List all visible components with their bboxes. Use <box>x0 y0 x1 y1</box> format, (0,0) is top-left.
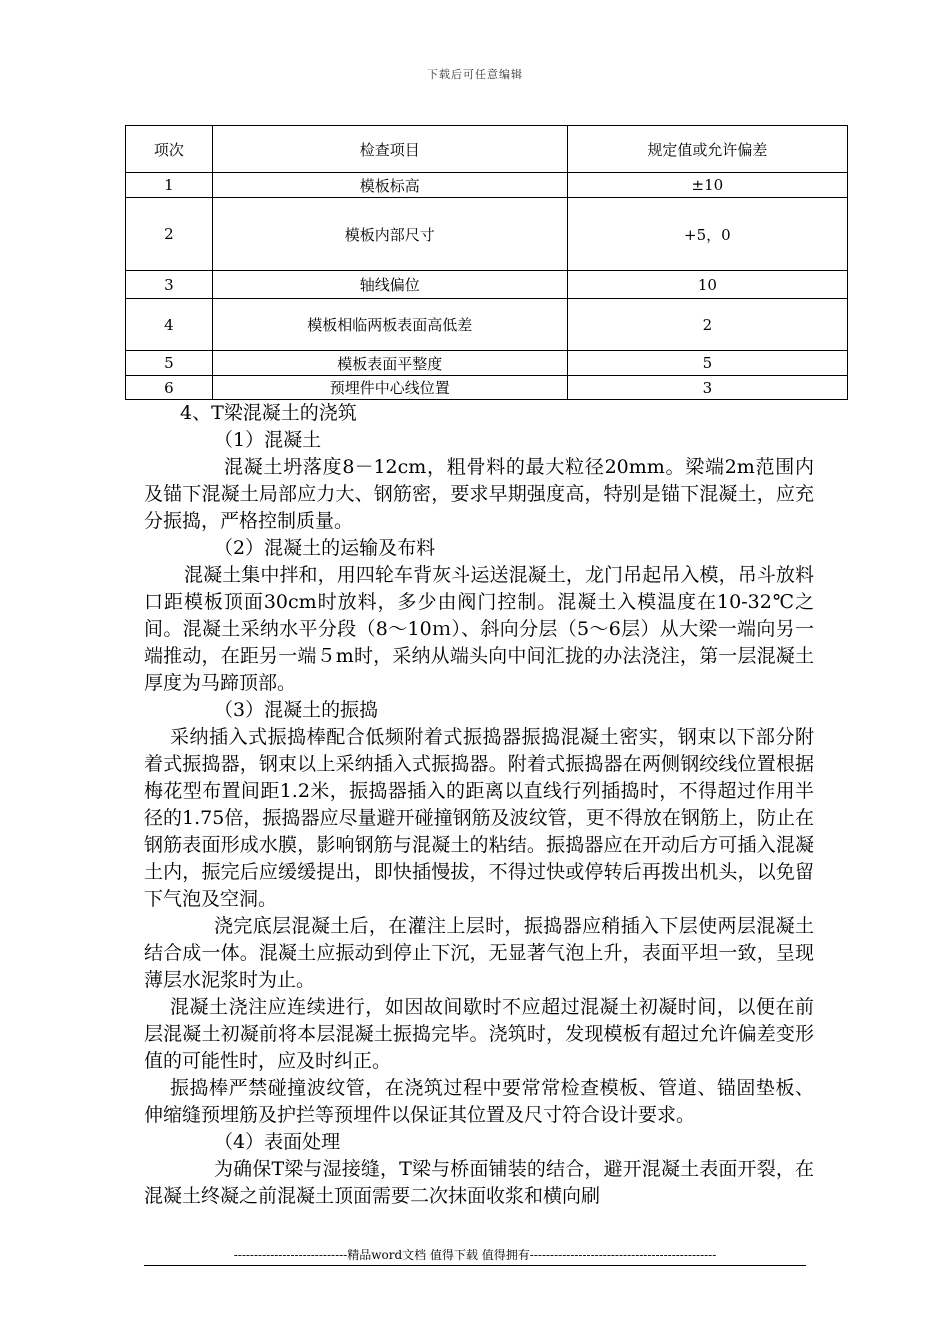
cell-item: 模板相临两板表面高低差 <box>212 299 567 351</box>
cell-item: 模板标高 <box>212 173 567 198</box>
subsection-title-transport: （2）混凝土的运输及布料 <box>214 537 436 559</box>
paragraph-vibration-4: 振捣棒严禁碰撞波纹管，在浇筑过程中要常常检查模板、管道、锚固垫板、伸缩缝预埋筋及护拦等预埋件以保证其位置及尺寸符合设计要求。 <box>144 1077 814 1126</box>
table-row <box>126 351 848 376</box>
paragraph-transport: 混凝土集中拌和，用四轮车背灰斗运送混凝土，龙门吊起吊入模，吊斗放料口距模板顶面30cm时放料，多少由阀门控制。混凝土入模温度在10-32℃之间。混凝土采纳水平分段（8～10ｍ）、斜向分层（5～6层）从大梁一端向另一端推动，在距另一端５m时，采纳从端头向中间汇拢的办法浇注，第一层混凝土厚度为马蹄顶部。 <box>144 564 814 694</box>
col-header-tolerance: 规定值或允许偏差 <box>567 126 847 173</box>
cell-index: 1 <box>126 173 213 198</box>
cell-tolerance: +5，0 <box>567 198 847 271</box>
footer-divider <box>144 1265 806 1266</box>
paragraph-vibration-1: 采纳插入式振捣棒配合低频附着式振捣器振捣混凝土密实，钢束以下部分附着式振捣器，钢束以上采纳插入式振捣器。附着式振捣器在两侧钢绞线位置根据梅花型布置间距1.2米，振捣器插入的距离以直线行列插捣时，不得超过作用半径的1.75倍，振捣器应尽量避开碰撞钢筋及波纹管，更不得放在钢筋上，防止在钢筋表面形成水膜，影响钢筋与混凝土的粘结。振捣器应在开动后方可插入混凝土内，振完后应缓缓提出，即快插慢拔，不得过快或停转后再拨出机头，以免留下气泡及空洞。 <box>144 726 814 910</box>
cell-item: 轴线偏位 <box>212 271 567 299</box>
cell-index: 6 <box>126 376 213 400</box>
cell-tolerance: 10 <box>567 271 847 299</box>
page-footer: ----------------------------精品word文档 值得下载 值得拥有---------------------------------------------- <box>233 1248 717 1262</box>
paragraph-surface: 为确保T梁与湿接缝，T梁与桥面铺装的结合，避开混凝土表面开裂，在混凝土终凝之前混凝土顶面需要二次抹面收浆和横向刷 <box>144 1158 814 1207</box>
subsection-title-surface: （4）表面处理 <box>214 1131 341 1153</box>
table-row <box>126 299 848 351</box>
cell-tolerance: ±10 <box>567 173 847 198</box>
cell-item: 模板表面平整度 <box>212 351 567 376</box>
paragraph-vibration-2: 浇完底层混凝土后，在灌注上层时，振捣器应稍插入下层使两层混凝土结合成一体。混凝土应振动到停止下沉，无显著气泡上升，表面平坦一致，呈现薄层水泥浆时为止。 <box>144 915 814 991</box>
table-row <box>126 173 848 198</box>
cell-item: 预埋件中心线位置 <box>212 376 567 400</box>
subsection-title-concrete: （1）混凝土 <box>214 429 322 451</box>
cell-index: 2 <box>126 198 213 271</box>
document-body <box>144 400 814 1210</box>
cell-index: 3 <box>126 271 213 299</box>
section-title: 4、T梁混凝土的浇筑 <box>180 402 357 424</box>
table-row <box>126 198 848 271</box>
table-row <box>126 376 848 400</box>
paragraph-concrete-spec: 混凝土坍落度8－12cm，粗骨料的最大粒径20mm。梁端2m范围内及锚下混凝土局部应力大、钢筋密，要求早期强度高，特别是锚下混凝土，应充分振捣，严格控制质量。 <box>144 456 814 532</box>
cell-item: 模板内部尺寸 <box>212 198 567 271</box>
table-row <box>126 271 848 299</box>
cell-tolerance: 5 <box>567 351 847 376</box>
cell-index: 5 <box>126 351 213 376</box>
cell-tolerance: 2 <box>567 299 847 351</box>
col-header-item: 检查项目 <box>212 126 567 173</box>
cell-index: 4 <box>126 299 213 351</box>
col-header-index: 项次 <box>126 126 213 173</box>
cell-tolerance: 3 <box>567 376 847 400</box>
page-header: 下载后可任意编辑 <box>427 68 523 81</box>
tolerance-table <box>125 125 848 400</box>
table-header-row <box>126 126 848 173</box>
subsection-title-vibration: （3）混凝土的振捣 <box>214 699 379 721</box>
paragraph-vibration-3: 混凝土浇注应连续进行，如因故间歇时不应超过混凝土初凝时间，以便在前层混凝土初凝前将本层混凝土振捣完毕。浇筑时，发现模板有超过允许偏差变形值的可能性时，应及时纠正。 <box>144 996 814 1072</box>
